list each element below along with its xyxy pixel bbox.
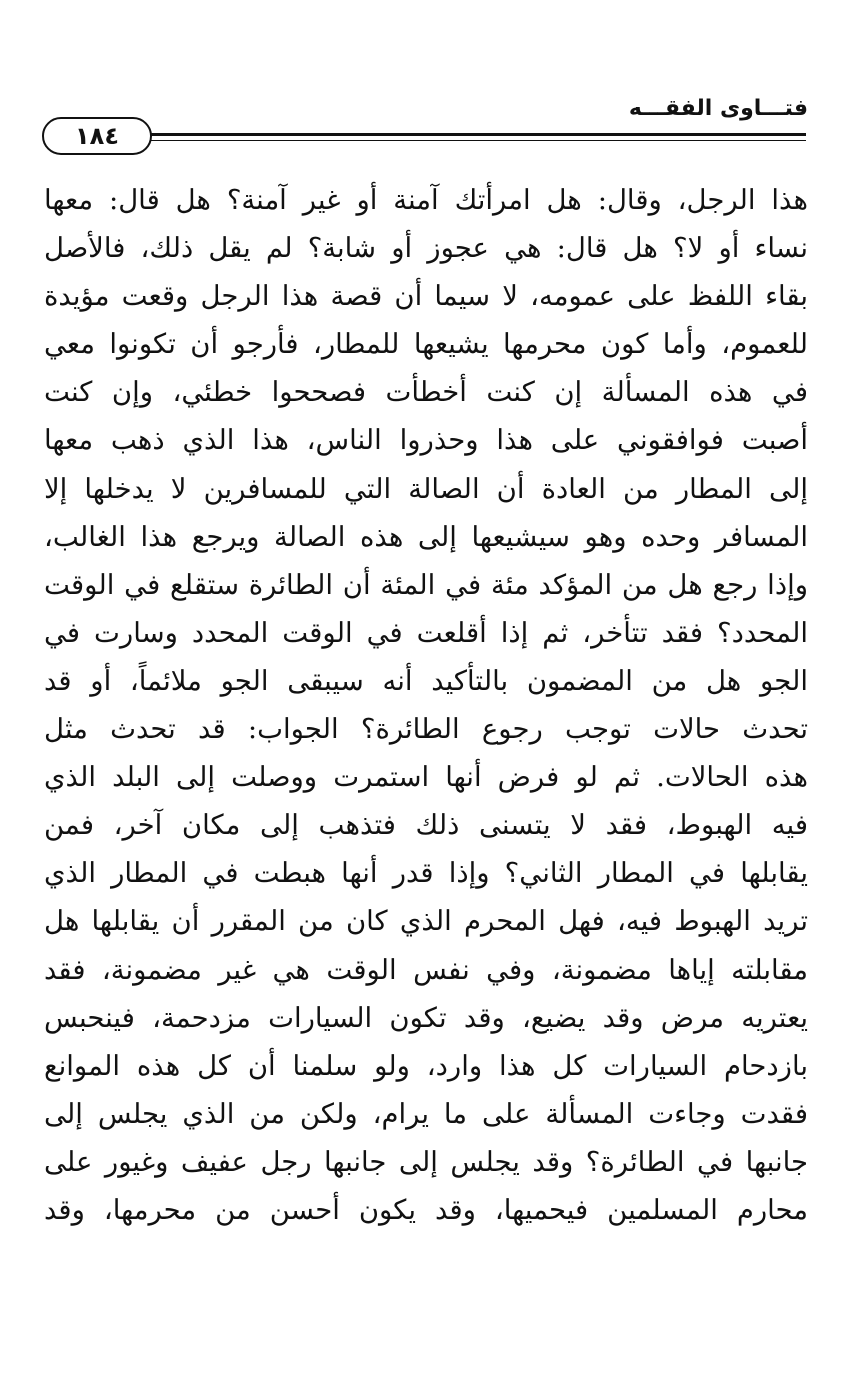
header-rule xyxy=(150,133,806,136)
page-body xyxy=(44,176,808,1234)
text-line: يعتريه مرض وقد يضيع، وقد تكون السيارات مزدحمة، فينحبس xyxy=(44,1001,808,1034)
text-line: مقابلته إياها مضمونة، وفي نفس الوقت هي غير مضمونة، فقد xyxy=(44,953,808,986)
text-line: هذه الحالات. ثم لو فرض أنها استمرت ووصلت إلى البلد الذي xyxy=(44,761,808,794)
page-number: ١٨٤ xyxy=(42,117,152,155)
text-line: أصبت فوافقوني على هذا وحذروا الناس، هذا الذي ذهب معها xyxy=(44,424,808,457)
text-line: جانبها في الطائرة؟ وقد يجلس إلى جانبها رجل عفيف وغيور على xyxy=(44,1145,808,1178)
header-rule-thin xyxy=(150,140,806,141)
text-line: في هذه المسألة إن كنت أخطأت فصححوا خطئي، وإن كنت xyxy=(44,376,808,409)
text-line: الجو هل من المضمون بالتأكيد أنه سيبقى الجو ملائماً، أو قد xyxy=(44,664,808,697)
text-line: تريد الهبوط فيه، فهل المحرم الذي كان من المقرر أن يقابلها هل xyxy=(44,905,808,938)
text-line: يقابلها في المطار الثاني؟ وإذا قدر أنها هبطت في المطار الذي xyxy=(44,857,808,890)
text-line: فيه الهبوط، فقد لا يتسنى ذلك فتذهب إلى مكان آخر، فمن xyxy=(44,809,808,842)
text-line: محارم المسلمين فيحميها، وقد يكون أحسن من محرمها، وقد xyxy=(44,1193,808,1226)
text-line: هذا الرجل، وقال: هل امرأتك آمنة أو غير آمنة؟ هل قال: معها xyxy=(44,184,808,216)
text-line: للعموم، وأما كون محرمها يشيعها للمطار، فأرجو أن تكونوا معي xyxy=(44,328,808,361)
text-line: نساء أو لا؟ هل قال: هي عجوز أو شابة؟ لم يقل ذلك، فالأصل xyxy=(44,232,808,265)
running-title: فتـــاوى الفقـــه xyxy=(628,96,808,121)
text-line: المسافر وحده وهو سيشيعها إلى هذه الصالة ويرجع هذا الغالب، xyxy=(44,520,808,553)
text-line: فقدت وجاءت المسألة على ما يرام، ولكن من الذي يجلس إلى xyxy=(44,1097,808,1130)
text-line: بقاء اللفظ على عمومه، لا سيما أن قصة هذا الرجل وقعت مؤيدة xyxy=(44,280,808,313)
text-line: وإذا رجع هل من المؤكد مئة في المئة أن الطائرة ستقلع في الوقت xyxy=(44,568,808,601)
text-line: بازدحام السيارات كل هذا وارد، ولو سلمنا أن كل هذه الموانع xyxy=(44,1049,808,1082)
text-line: تحدث حالات توجب رجوع الطائرة؟ الجواب: قد تحدث مثل xyxy=(44,713,808,746)
text-line: المحدد؟ فقد تتأخر، ثم إذا أقلعت في الوقت المحدد وسارت في xyxy=(44,616,808,649)
text-line: إلى المطار من العادة أن الصالة التي للمسافرين لا يدخلها إلا xyxy=(44,472,808,505)
